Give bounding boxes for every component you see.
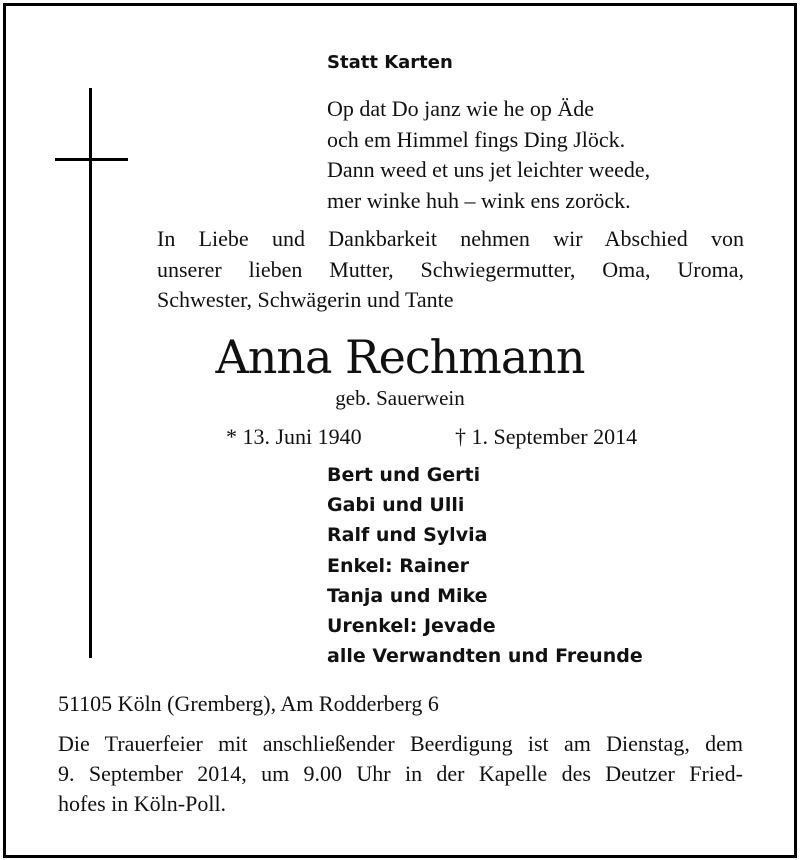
poem-line: Op dat Do janz wie he op Äde (327, 96, 594, 121)
notice-heading: Statt Karten (327, 52, 453, 73)
family-member: Ralf und Sylvia (327, 524, 488, 547)
intro-text (157, 224, 744, 316)
birth-date: * 13. Juni 1940 (226, 424, 362, 449)
cross-icon-crossbar (55, 158, 128, 161)
address: 51105 Köln (Gremberg), Am Rodderberg 6 (58, 691, 439, 716)
family-member: Bert und Gerti (327, 464, 481, 486)
funeral-line: hofes in Köln-Poll. (58, 791, 227, 816)
family-member: Tanja und Mike (327, 584, 488, 607)
family-list (327, 460, 643, 671)
maiden-name: geb. Sauerwein (335, 386, 465, 410)
funeral-line: 9. September 2014, um 9.00 Uhr in der Kapelle des Deutzer Fried- (58, 761, 743, 786)
intro-line: Schwester, Schwägerin und Tante (157, 287, 454, 312)
intro-line: In Liebe und Dankbarkeit nehmen wir Abschied von (157, 226, 744, 251)
deceased-name: Anna Rechmann (215, 330, 585, 384)
poem-line: och em Himmel fings Ding Jlöck. (327, 126, 626, 152)
poem-line: Dann weed et uns jet leichter weede, (327, 157, 651, 182)
funeral-info (58, 729, 743, 819)
poem (327, 94, 650, 216)
family-member: Urenkel: Jevade (327, 615, 496, 638)
death-date: † 1. September 2014 (455, 424, 638, 449)
intro-line: unserer lieben Mutter, Schwiegermutter, Oma, Uroma, (157, 256, 744, 282)
family-member: alle Verwandten und Freunde (327, 645, 643, 668)
funeral-line: Die Trauerfeier mit anschließender Beerdigung ist am Dienstag, dem (58, 731, 743, 756)
family-member: Gabi und Ulli (327, 494, 465, 517)
family-member: Enkel: Rainer (327, 554, 469, 577)
poem-line: mer winke huh – wink ens zoröck. (327, 187, 631, 213)
